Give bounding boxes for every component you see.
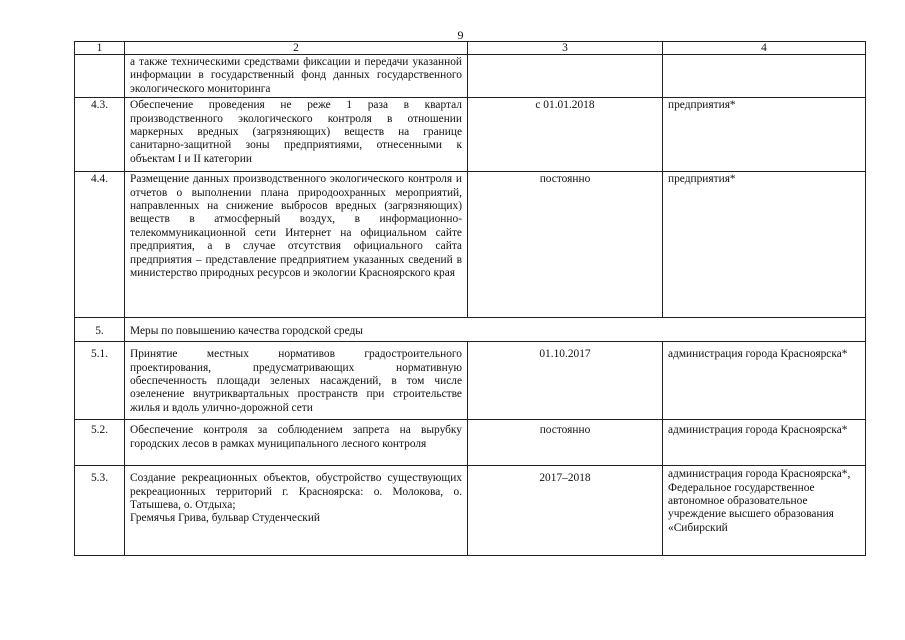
- row-number: 4.3.: [75, 98, 125, 172]
- column-header-responsible: 4: [663, 42, 866, 55]
- row-measure-text-continued: Гремячья Грива, бульвар Студенческий: [130, 512, 321, 525]
- table-row: [75, 342, 866, 420]
- row-measure: Обеспечение контроля за соблюдением запрета на вырубку городских лесов в рамках муниципального лесного контроля: [125, 420, 468, 466]
- section-title: Меры по повышению качества городской среды: [125, 318, 866, 342]
- table-row: [75, 172, 866, 318]
- row-responsible-text: администрация города Красноярска*,: [668, 468, 851, 481]
- row-deadline: 01.10.2017: [468, 342, 663, 420]
- row-number: 5.3.: [75, 466, 125, 556]
- row-responsible: предприятия*: [663, 172, 866, 318]
- column-header-number: 1: [75, 42, 125, 55]
- measures-table: [74, 41, 866, 556]
- row-number: [75, 55, 125, 98]
- row-responsible: администрация города Красноярска*: [663, 420, 866, 466]
- row-measure-text: Создание рекреационных объектов, обустройство существующих рекреационных территорий г. Красноярска: о. Молокова, о. Татышева, о. Отдыха;: [130, 472, 462, 512]
- row-deadline: 2017–2018: [468, 466, 663, 556]
- row-responsible: [663, 466, 866, 556]
- row-number: 4.4.: [75, 172, 125, 318]
- table-row: [75, 466, 866, 556]
- row-deadline: постоянно: [468, 420, 663, 466]
- row-responsible: предприятия*: [663, 98, 866, 172]
- table-row: [75, 98, 866, 172]
- table-header-row: [75, 42, 866, 55]
- table-row: [75, 55, 866, 98]
- row-number: 5.1.: [75, 342, 125, 420]
- row-deadline: постоянно: [468, 172, 663, 318]
- row-deadline: [468, 55, 663, 98]
- row-responsible-text-continued: Федеральное государственное автономное образовательное учреждение высшего образования «Сибирский: [668, 481, 834, 534]
- section-row: [75, 318, 866, 342]
- row-measure: а также техническими средствами фиксации и передачи указанной информации в государственный фонд данных государственного экологического мониторинга: [125, 55, 468, 98]
- row-number: 5.2.: [75, 420, 125, 466]
- column-header-deadline: 3: [468, 42, 663, 55]
- row-measure: Принятие местных нормативов градостроительного проектирования, предусматривающих нормативную обеспеченность площади зеленых насаждений, в том числе озеленение внутриквартальных пространств при строительстве жилья и вдоль улично-дорожной сети: [125, 342, 468, 420]
- row-deadline: с 01.01.2018: [468, 98, 663, 172]
- row-responsible: администрация города Красноярска*: [663, 342, 866, 420]
- row-measure: Обеспечение проведения не реже 1 раза в квартал производственного экологического контроля в отношении маркерных вредных (загрязняющих) веществ на границе санитарно-защитной зоны предприятиями, отнесенными к объектам I и II категории: [125, 98, 468, 172]
- table-row: [75, 420, 866, 466]
- row-responsible: [663, 55, 866, 98]
- section-number: 5.: [75, 318, 125, 342]
- row-measure: [125, 466, 468, 556]
- column-header-measure: 2: [125, 42, 468, 55]
- row-measure: Размещение данных производственного экологического контроля и отчетов о выполнении плана природоохранных мероприятий, направленных на снижение выбросов вредных (загрязняющих) веществ в атмосферный воздух, в информационно-телекоммуникационной сети Интернет на официальном сайте предприятия, а в случае отсутствия официального сайта предприятия – представление предприятием указанных сведений в министерство природных ресурсов и экологии Красноярского края: [125, 172, 468, 318]
- page-number: 9: [457, 28, 464, 42]
